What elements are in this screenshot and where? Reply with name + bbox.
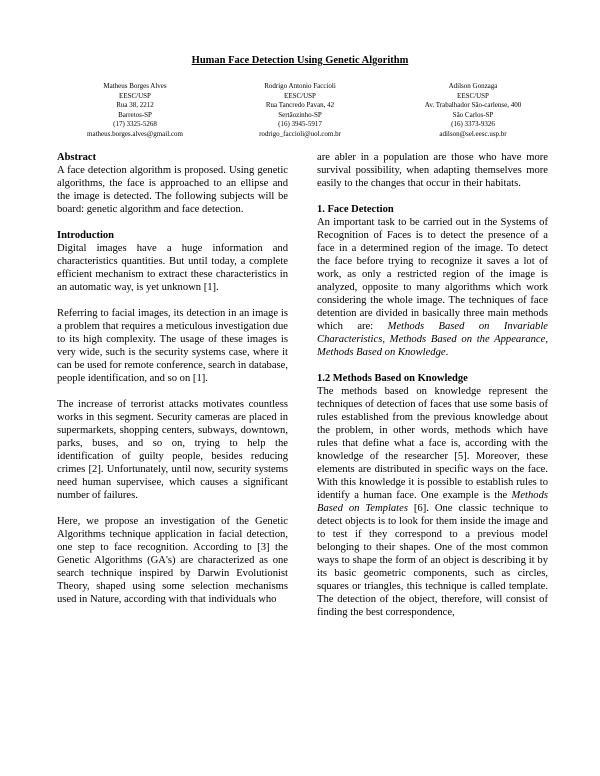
intro-paragraph-4: Here, we propose an investigation of the Genetic Algorithms technique application in facial detection, one step to face recognition. According to [3] the Genetic Algorithms (GA's) are characterized as one search technique inspired by Darwin Evolutionist Theory, shaped using some selection mechanisms used in Nature, according with that individuals who xyxy=(57,516,288,605)
author-email: adilson@sel.eesc.usp.br xyxy=(439,129,507,138)
right-column xyxy=(317,151,548,619)
intro-paragraph-2: Referring to facial images, its detection in an image is a problem that requires a meticulous investigation due to its high complexity. The usage of these images is very wide, such is the security systems case, where it can be used for remote conference, search in database, people identification, and so on [1]. xyxy=(57,308,288,384)
section-1-2-heading: 1.2 Methods Based on Knowledge xyxy=(317,373,468,384)
section-1-2-text-a: The methods based on knowledge represent the techniques of detection of faces that use some basis of rules established from the previous knowledge about the problem, in other words, methods which have rules that define what a face is, according with the knowledge of the researcher [5]. Moreover, these elements are distributed in specific ways on the face. With this knowledge it is possible to establish rules to identify a human face. One example is the xyxy=(317,386,548,501)
author-name: Rodrigo Antonio Faccioli xyxy=(264,82,336,90)
intro-paragraph-1: Digital images have a huge information and characteristics quantities. But until today, a complete efficient mechanism to extract these characteristics in an automatic way, is yet unknown [1]. xyxy=(57,243,288,293)
author-block-2 xyxy=(205,82,395,139)
section-1-methods-list: Methods Based on Invariable Characteristics, Methods Based on the Appearance, Methods Based on Knowledge xyxy=(317,321,548,358)
abstract-heading: Abstract xyxy=(57,152,97,163)
author-city: Sertãozinho-SP xyxy=(278,110,322,119)
author-name: Matheus Borges Alves xyxy=(103,82,167,90)
author-street: Av. Trabalhador São-carlense, 400 xyxy=(424,101,522,109)
author-street: Rua Tancredo Pavan, 42 xyxy=(265,101,335,109)
author-city: Barretos-SP xyxy=(118,110,152,119)
author-street: Rua 38, 2212 xyxy=(116,101,154,109)
introduction-heading: Introduction xyxy=(57,230,114,241)
author-block-1 xyxy=(40,82,230,139)
intro-paragraph-4-continued: are abler in a population are those who have more survival possibility, when adapting themselves more easily to the changes that occur in their habitats. xyxy=(317,152,548,189)
author-phone: (17) 3325-5268 xyxy=(113,120,157,128)
author-block-3 xyxy=(378,82,568,139)
section-1-heading: 1. Face Detection xyxy=(317,204,394,215)
author-phone: (16) 3945-5917 xyxy=(278,120,322,128)
section-1-2-templates-term: Methods Based on Templates xyxy=(317,490,548,514)
section-1-end: . xyxy=(445,347,449,358)
section-1-2-text-b: [6]. One classic technique to detect objects is to look for them inside the image and to test if they correspond to a previous model belonging to their shapes. One of the most common ways to shape the form of an object is describing it by its basic geometric components, such as circles, squares or triangles, this technique is called template. The detection of the object, therefore, will consist of finding the best correspondence, xyxy=(317,503,548,618)
abstract-text: A face detection algorithm is proposed. Using genetic algorithms, the face is approached to an ellipse and the image is detected. The following subjects will be board: genetic algorithm and face detection. xyxy=(57,165,288,215)
paper-title: Human Face Detection Using Genetic Algorithm xyxy=(191,55,409,66)
intro-paragraph-3: The increase of terrorist attacks motivates countless works in this segment. Security cameras are placed in supermarkets, shopping centers, subways, downtown, parks, buses, and so on, trying to help the identification of guilty people, besides reducing crimes [2]. Unfortunately, until now, security systems need human supervisee, which causes a significant number of failures. xyxy=(57,399,288,501)
author-name: Adilson Gonzaga xyxy=(448,82,498,90)
author-org: EESC/USP xyxy=(119,91,151,100)
section-1-2-paragraph xyxy=(317,385,548,619)
author-org: EESC/USP xyxy=(457,91,489,100)
section-1-text: An important task to be carried out in the Systems of Recognition of Faces is to detect the presence of a face in a determined region of the image. To detect the face before trying to recognize it saves a lot of work, as only a restricted region of the image is analyzed, opposite to many algorithms which work considering the whole image. The techniques of face detention are divided in basically three main methods which are: xyxy=(317,217,548,332)
author-city: São Carlos-SP xyxy=(452,110,494,119)
left-column xyxy=(57,151,288,606)
author-phone: (16) 3373-9326 xyxy=(451,120,495,128)
author-email: matheus.borges.alves@gmail.com xyxy=(87,129,183,138)
author-email: rodrigo_faccioli@uol.com.br xyxy=(259,129,341,138)
author-org: EESC/USP xyxy=(284,91,316,100)
section-1-paragraph xyxy=(317,216,548,359)
